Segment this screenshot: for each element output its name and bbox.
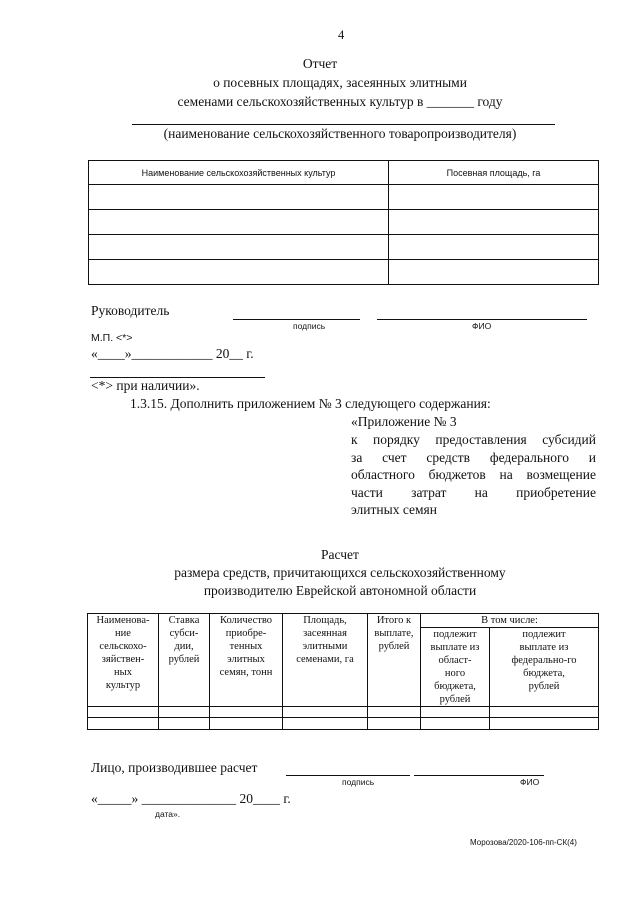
head-label: Руководитель	[91, 303, 170, 318]
appendix-line-5: элитных семян	[351, 502, 437, 517]
appendix-title: «Приложение № 3	[351, 414, 457, 429]
calc-date-caption: дата».	[155, 809, 181, 819]
appendix-line-2: за счет средств федерального и	[351, 450, 596, 465]
producer-caption: (наименование сельскохозяйственного товаропроизводителя)	[163, 126, 517, 141]
calc-person-label: Лицо, производившее расчет	[91, 760, 258, 775]
header-seed-quantity: Количество приобре- тенных элитных семян, тонн	[210, 614, 283, 707]
header-federal-budget: подлежит выплате из федерально-го бюджета, рублей	[490, 628, 599, 707]
column-header-crops: Наименование сельскохозяйственных культур	[89, 161, 389, 185]
table-row	[88, 718, 599, 730]
calc-signature-caption: подпись	[342, 777, 375, 787]
header-including: В том числе:	[421, 614, 599, 628]
appendix-line-3: областного бюджетов на возмещение	[351, 467, 596, 482]
calc-subtitle-1: размера средств, причитающихся сельскохозяйственному	[174, 565, 506, 580]
calc-name-caption: ФИО	[520, 777, 540, 787]
calc-table	[87, 613, 599, 730]
calc-date-line: «_____» ______________ 20____ г.	[91, 791, 291, 806]
calc-signature-line	[286, 775, 410, 776]
report-title: Отчет	[302, 56, 338, 71]
report-subtitle-2: семенами сельскохозяйственных культур в _______ году	[177, 94, 503, 109]
document-code: Морозова/2020-106-пп-СК(4)	[470, 838, 577, 847]
column-header-area: Посевная площадь, га	[389, 161, 599, 185]
table-row	[89, 210, 599, 235]
table-row	[88, 707, 599, 718]
table-row	[89, 260, 599, 285]
appendix-line-1: к порядку предоставления субсидий	[351, 432, 596, 447]
table-row	[89, 235, 599, 260]
report-table	[88, 160, 599, 285]
calc-title: Расчет	[321, 547, 359, 562]
signature-caption: подпись	[293, 321, 326, 331]
report-subtitle-1: о посевных площадях, засеянных элитными	[213, 75, 467, 90]
header-subsidy-rate: Ставка субси- дии, рублей	[159, 614, 210, 707]
footnote: <*> при наличии».	[91, 378, 200, 393]
calc-subtitle-2: производителю Еврейской автономной области	[203, 583, 477, 598]
date-line: «____»____________ 20__ г.	[91, 346, 254, 361]
name-caption: ФИО	[472, 321, 492, 331]
calc-name-line	[414, 775, 544, 776]
header-regional-budget: подлежит выплате из област- ного бюджета, рублей	[421, 628, 490, 707]
table-row	[89, 185, 599, 210]
signature-line	[233, 319, 360, 320]
header-crop-name: Наименова- ние сельскохо- зяйствен- ных культур	[88, 614, 159, 707]
page-number: 4	[338, 28, 345, 42]
name-line	[377, 319, 587, 320]
header-sown-area: Площадь, засеянная элитными семенами, га	[283, 614, 368, 707]
stamp-label: М.П. <*>	[91, 332, 133, 344]
producer-name-line	[132, 124, 555, 125]
header-total-payment: Итого к выплате, рублей	[368, 614, 421, 707]
amendment-text: 1.3.15. Дополнить приложением № 3 следующего содержания:	[130, 396, 491, 411]
appendix-line-4: части затрат на приобретение	[351, 485, 596, 500]
